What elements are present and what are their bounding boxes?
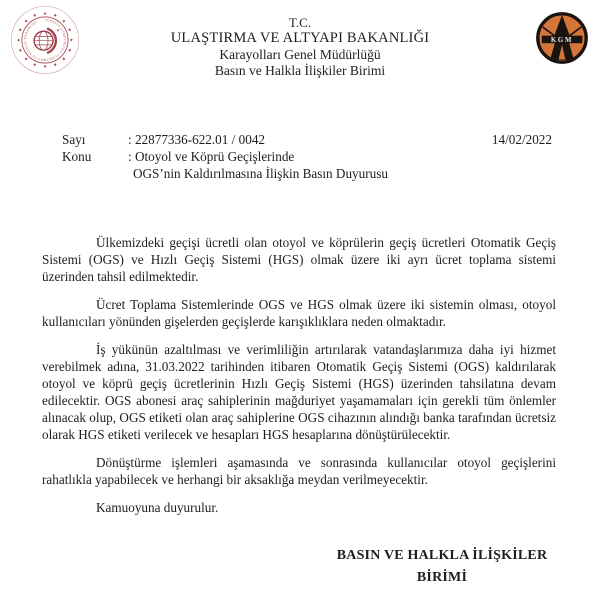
svg-text:★: ★ (31, 12, 38, 19)
svg-text:★: ★ (66, 47, 73, 54)
konu-value-line1: : Otoyol ve Köprü Geçişlerinde (128, 149, 295, 164)
svg-text:★: ★ (60, 17, 68, 25)
svg-text:★: ★ (42, 10, 48, 16)
svg-text:★: ★ (60, 55, 68, 63)
document-meta (62, 131, 556, 182)
emblem-ring-text: TÜRKİYE CUMHURİYETİ ULAŞTIRMA VE ALTYAPI BAKANLIĞI (23, 18, 67, 62)
paragraph-2: Ücret Toplama Sistemlerinde OGS ve HGS olmak üzere iki sistemin olması, otoyol kullanıcıları yönünden gişelerden geçişlerde karışıklıklara neden olmaktadır. (42, 297, 556, 329)
sayi-label: Sayı (62, 132, 86, 147)
letterhead-unit: Basın ve Halkla İlişkiler Birimi (214, 63, 386, 78)
paragraph-5: Kamuoyuna duyurulur. (96, 500, 219, 515)
svg-text:★: ★ (22, 55, 30, 63)
signature-line2: BİRİMİ (416, 570, 468, 585)
letterhead (0, 15, 600, 79)
letterhead-ministry: ULAŞTIRMA VE ALTYAPI BAKANLIĞI (170, 30, 430, 46)
konu-row (62, 148, 556, 165)
svg-text:★: ★ (31, 61, 38, 68)
svg-text:★: ★ (66, 26, 73, 33)
svg-text:★: ★ (17, 47, 24, 54)
kgm-logo-icon (536, 12, 588, 64)
sayi-row (62, 131, 556, 148)
signature-line1: BASIN VE HALKLA İLİŞKİLER (336, 548, 548, 563)
paragraph-4: Dönüştürme işlemleri aşamasında ve sonrasında kullanıcılar otoyol geçişlerini rahatlıkla yapabilecek ve herhangi bir aksaklığa meydan verilmeyecektir. (42, 455, 556, 487)
crescent-star-icon: ★ (56, 27, 60, 33)
document-date: 14/02/2022 (491, 132, 552, 147)
kgm-label: KGM (550, 36, 574, 44)
svg-text:★: ★ (17, 26, 24, 33)
svg-text:★: ★ (22, 17, 30, 25)
svg-text:★: ★ (52, 61, 59, 68)
konu-value-line2: OGS’nin Kaldırılmasına İlişkin Basın Duyurusu (133, 166, 388, 181)
konu-label: Konu (62, 149, 92, 164)
signature-block (332, 545, 552, 589)
sayi-value: : 22877336-622.01 / 0042 (128, 132, 266, 147)
svg-text:★: ★ (52, 12, 59, 19)
letter-body (42, 234, 556, 527)
paragraph-3: İş yükünün azaltılması ve verimliliğin artırılarak vatandaşlarımıza daha iyi hizmet verebilmek adına, 31.03.2022 tarihinden itibaren Otomatik Geçiş Sistemi (OGS) kaldırılarak otoyol ve köprü geçiş ücretlerinin Hızlı Geçiş Sistemi (HGS) üzerinden tahsilatına devam edilecektir. OGS abonesi araç sahiplerinin mağduriyet yaşamamaları için gerekli tüm önlemler alınacak olup, OGS etiketi olan araç sahiplerine OGS cihazının alındığı banka tarafından ücretsiz olarak HGS etiketi verilecek ve hesapları HGS hesaplarına dönüştürülecektir. (42, 342, 556, 442)
letterhead-directorate: Karayolları Genel Müdürlüğü (219, 47, 381, 62)
svg-text:★: ★ (42, 64, 48, 70)
letterhead-tc: T.C. (288, 15, 312, 30)
svg-text:★: ★ (15, 37, 21, 43)
svg-text:★: ★ (69, 37, 75, 43)
paragraph-1: Ülkemizdeki geçişi ücretli olan otoyol ve köprülerin geçiş ücretleri Otomatik Geçiş Sistemi (OGS) ve Hızlı Geçiş Sistemi (HGS) olmak üzere iki ayrı ücret toplama sistemi üzerinden tahsil edilmektedir. (42, 235, 556, 284)
